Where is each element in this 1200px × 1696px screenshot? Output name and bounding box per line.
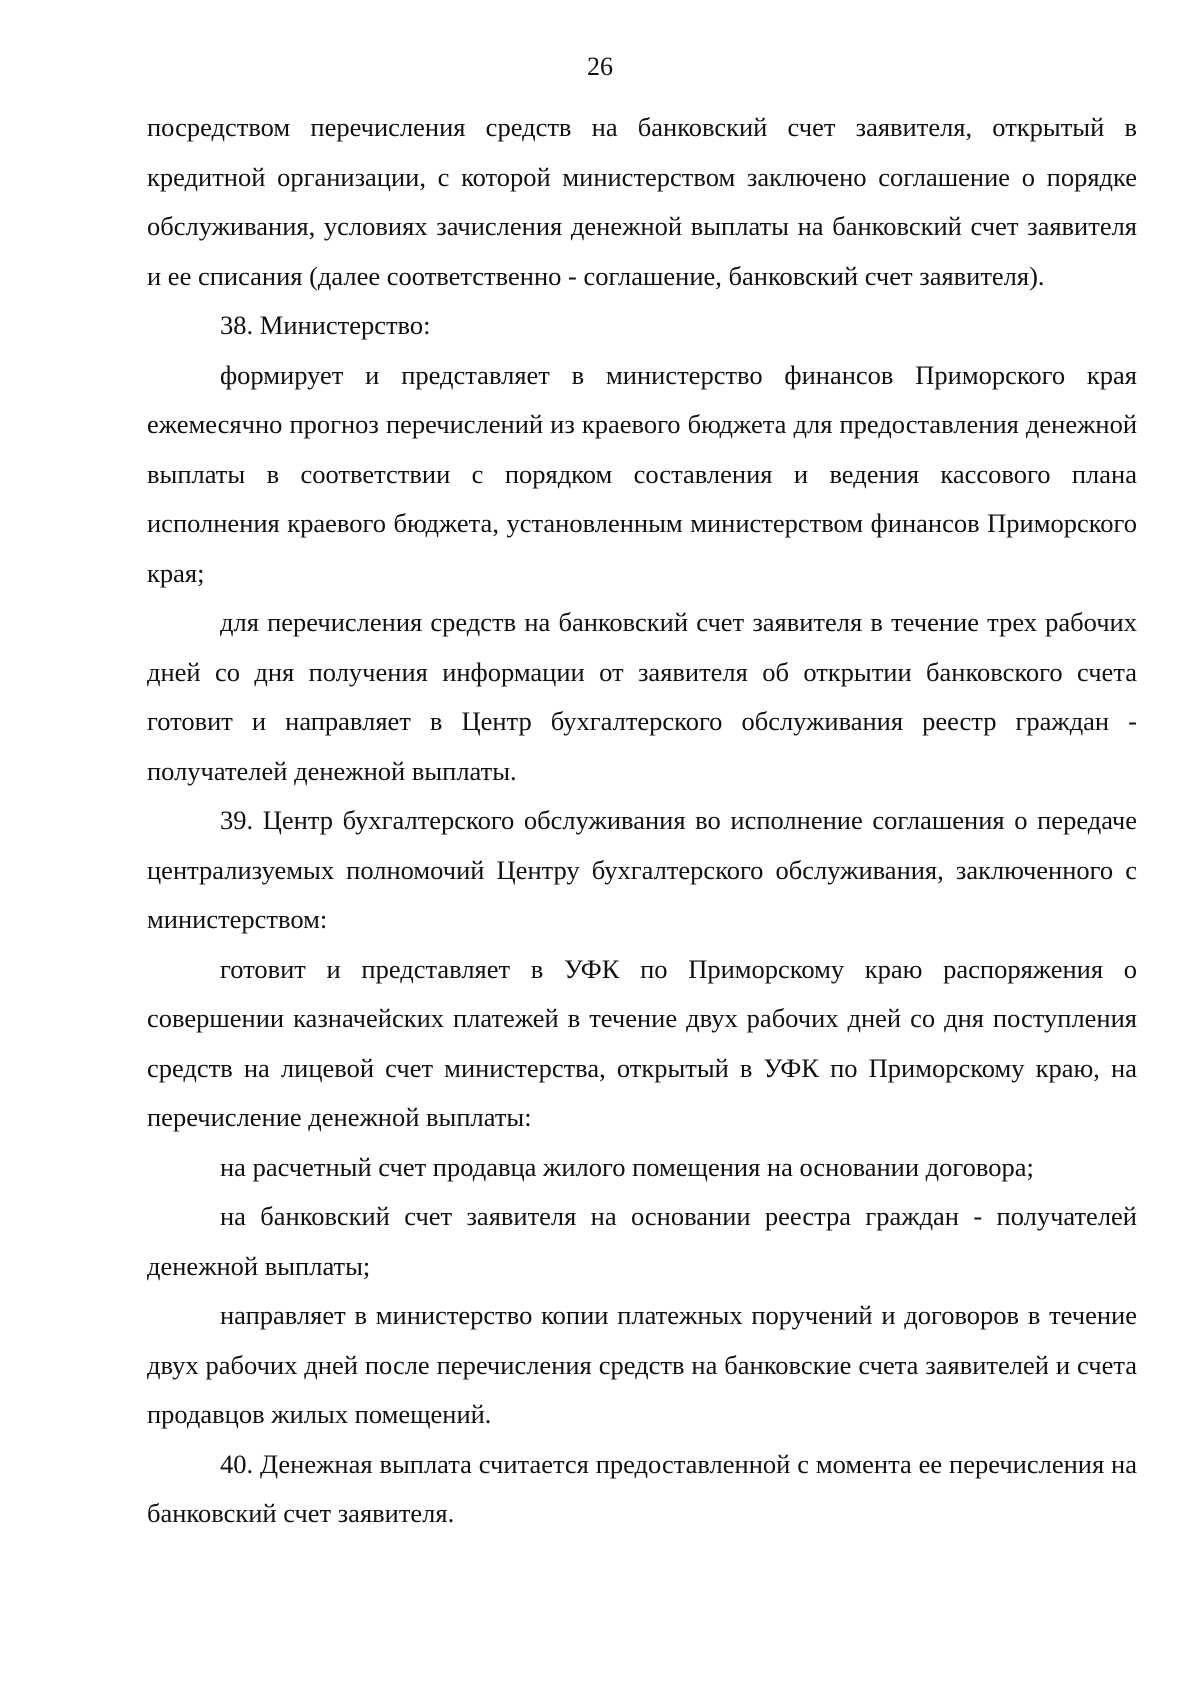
document-body (147, 103, 1137, 1539)
paragraph-item-38-heading: 38. Министерство: (220, 310, 431, 340)
paragraph-copies: направляет в министерство копии платежных поручений и договоров в течение двух рабочих дней после перечисления средств на банковские счета заявителей и счета продавцов жилых помещений. (147, 1300, 1137, 1429)
paragraph-item-40: 40. Денежная выплата считается предоставленной с момента ее перечисления на банковский счет заявителя. (147, 1448, 1137, 1528)
paragraph-continuation: посредством перечисления средств на банковский счет заявителя, открытый в кредитной организации, с которой министерством заключено соглашение о порядке обслуживания, условиях зачисления денежной выплаты на банковский счет заявителя и ее списания (далее соответственно - соглашение, банковский счет заявителя). (147, 112, 1137, 291)
paragraph-applicant-account: на банковский счет заявителя на основании реестра граждан - получателей денежной выплаты; (147, 1201, 1137, 1281)
paragraph-registry: для перечисления средств на банковский счет заявителя в течение трех рабочих дней со дня получения информации от заявителя об открытии банковского счета готовит и направляет в Центр бухгалтерского обслуживания реестр граждан - получателей денежной выплаты. (147, 607, 1137, 786)
page-number: 26 (587, 52, 613, 81)
paragraph-seller-account: на расчетный счет продавца жилого помещения на основании договора; (220, 1151, 1034, 1182)
paragraph-payment-orders: готовит и представляет в УФК по Приморскому краю распоряжения о совершении казначейских платежей в течение двух рабочих дней со дня поступления средств на лицевой счет министерства, открытый в УФК по Приморскому краю, на перечисление денежной выплаты: (147, 953, 1137, 1132)
paragraph-forecast: формирует и представляет в министерство финансов Приморского края ежемесячно прогноз перечислений из краевого бюджета для предоставления денежной выплаты в соответствии с порядком составления и ведения кассового плана исполнения краевого бюджета, установленным министерством финансов Приморского края; (147, 359, 1137, 588)
paragraph-item-39: 39. Центр бухгалтерского обслуживания во исполнение соглашения о передаче централизуемых полномочий Центру бухгалтерского обслуживания, заключенного с министерством: (147, 805, 1137, 934)
